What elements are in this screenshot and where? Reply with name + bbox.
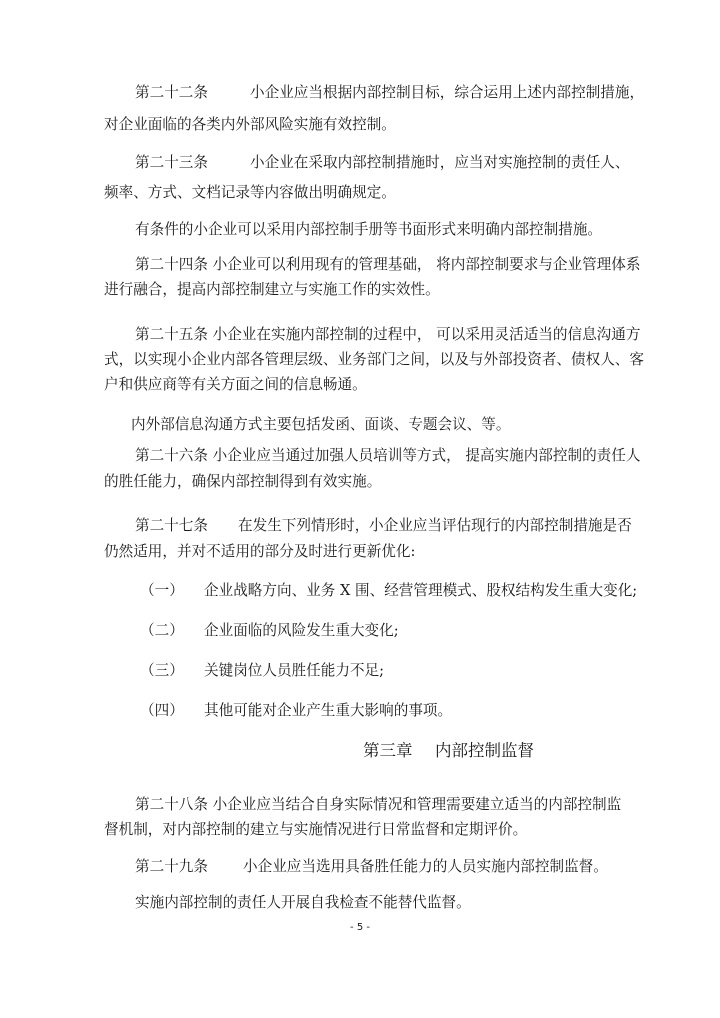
- article-27-label: 第二十七条: [135, 517, 208, 534]
- article-26-text-cont: 的胜任能力，确保内部控制得到有效实施。: [104, 473, 382, 490]
- article-22-text: 小企业应当根据内部控制目标，综合运用上述内部控制措施，: [250, 84, 645, 101]
- article-29-label: 第二十九条: [135, 858, 208, 875]
- article-25-extra: 内外部信息沟通方式主要包括发函、面谈、专题会议、等。: [131, 416, 511, 433]
- article-22-label: 第二十二条: [135, 84, 208, 101]
- list-item-text: 其他可能对企业产生重大影响的事项。: [204, 702, 453, 719]
- list-item-number: （三）: [140, 662, 184, 679]
- article-23-text: 小企业在采取内部控制措施时，应当对实施控制的责任人、: [250, 154, 630, 171]
- list-item-text: 企业战略方向、业务 X 围、经营管理模式、股权结构发生重大变化;: [204, 582, 638, 599]
- list-item-number: （二）: [140, 622, 184, 639]
- article-25-text: 第二十五条 小企业在实施内部控制的过程中， 可以采用灵活适当的信息沟通方: [135, 326, 641, 343]
- article-27-text-cont: 仍然适用，并对不适用的部分及时进行更新优化:: [104, 543, 416, 560]
- article-24-text: 第二十四条 小企业可以利用现有的管理基础， 将内部控制要求与企业管理体系: [135, 256, 641, 273]
- article-22-text-cont: 对企业面临的各类内外部风险实施有效控制。: [104, 116, 396, 133]
- article-25-text-cont-2: 户和供应商等有关方面之间的信息畅通。: [104, 376, 367, 393]
- article-27-text-a: 在发生下列情形时，: [238, 517, 370, 534]
- article-26-text: 第二十六条 小企业应当通过加强人员培训等方式， 提高实施内部控制的责任人: [135, 447, 641, 464]
- article-29-extra: 实施内部控制的责任人开展自我检查不能替代监督。: [135, 894, 471, 911]
- list-item-number: （四）: [140, 702, 184, 719]
- list-item-text: 关键岗位人员胜任能力不足;: [204, 662, 385, 679]
- article-29-text: 小企业应当选用具备胜任能力的人员实施内部控制监督。: [243, 858, 608, 875]
- article-23-text-cont: 频率、方式、文档记录等内容做出明确规定。: [104, 184, 396, 201]
- page-number: - 5 -: [350, 922, 370, 933]
- article-23-label: 第二十三条: [135, 154, 208, 171]
- article-28-text-cont: 督机制，对内部控制的建立与实施情况进行日常监督和定期评价。: [104, 821, 528, 838]
- list-item-number: （一）: [140, 582, 184, 599]
- article-23-extra: 有条件的小企业可以采用内部控制手册等书面形式来明确内部控制措施。: [135, 221, 603, 238]
- article-28-text: 第二十八条 小企业应当结合自身实际情况和管理需要建立适当的内部控制监: [135, 796, 622, 813]
- list-item-text: 企业面临的风险发生重大变化;: [204, 622, 399, 639]
- chapter-title: 内部控制监督: [435, 741, 534, 760]
- article-25-text-cont-1: 式，以实现小企业内部各管理层级、业务部门之间，以及与外部投资者、债权人、客: [104, 351, 644, 368]
- article-24-text-cont: 进行融合，提高内部控制建立与实施工作的实效性。: [104, 281, 440, 298]
- article-27-text-b: 小企业应当评估现行的内部控制措施是否: [369, 517, 632, 534]
- chapter-label: 第三章: [363, 741, 413, 760]
